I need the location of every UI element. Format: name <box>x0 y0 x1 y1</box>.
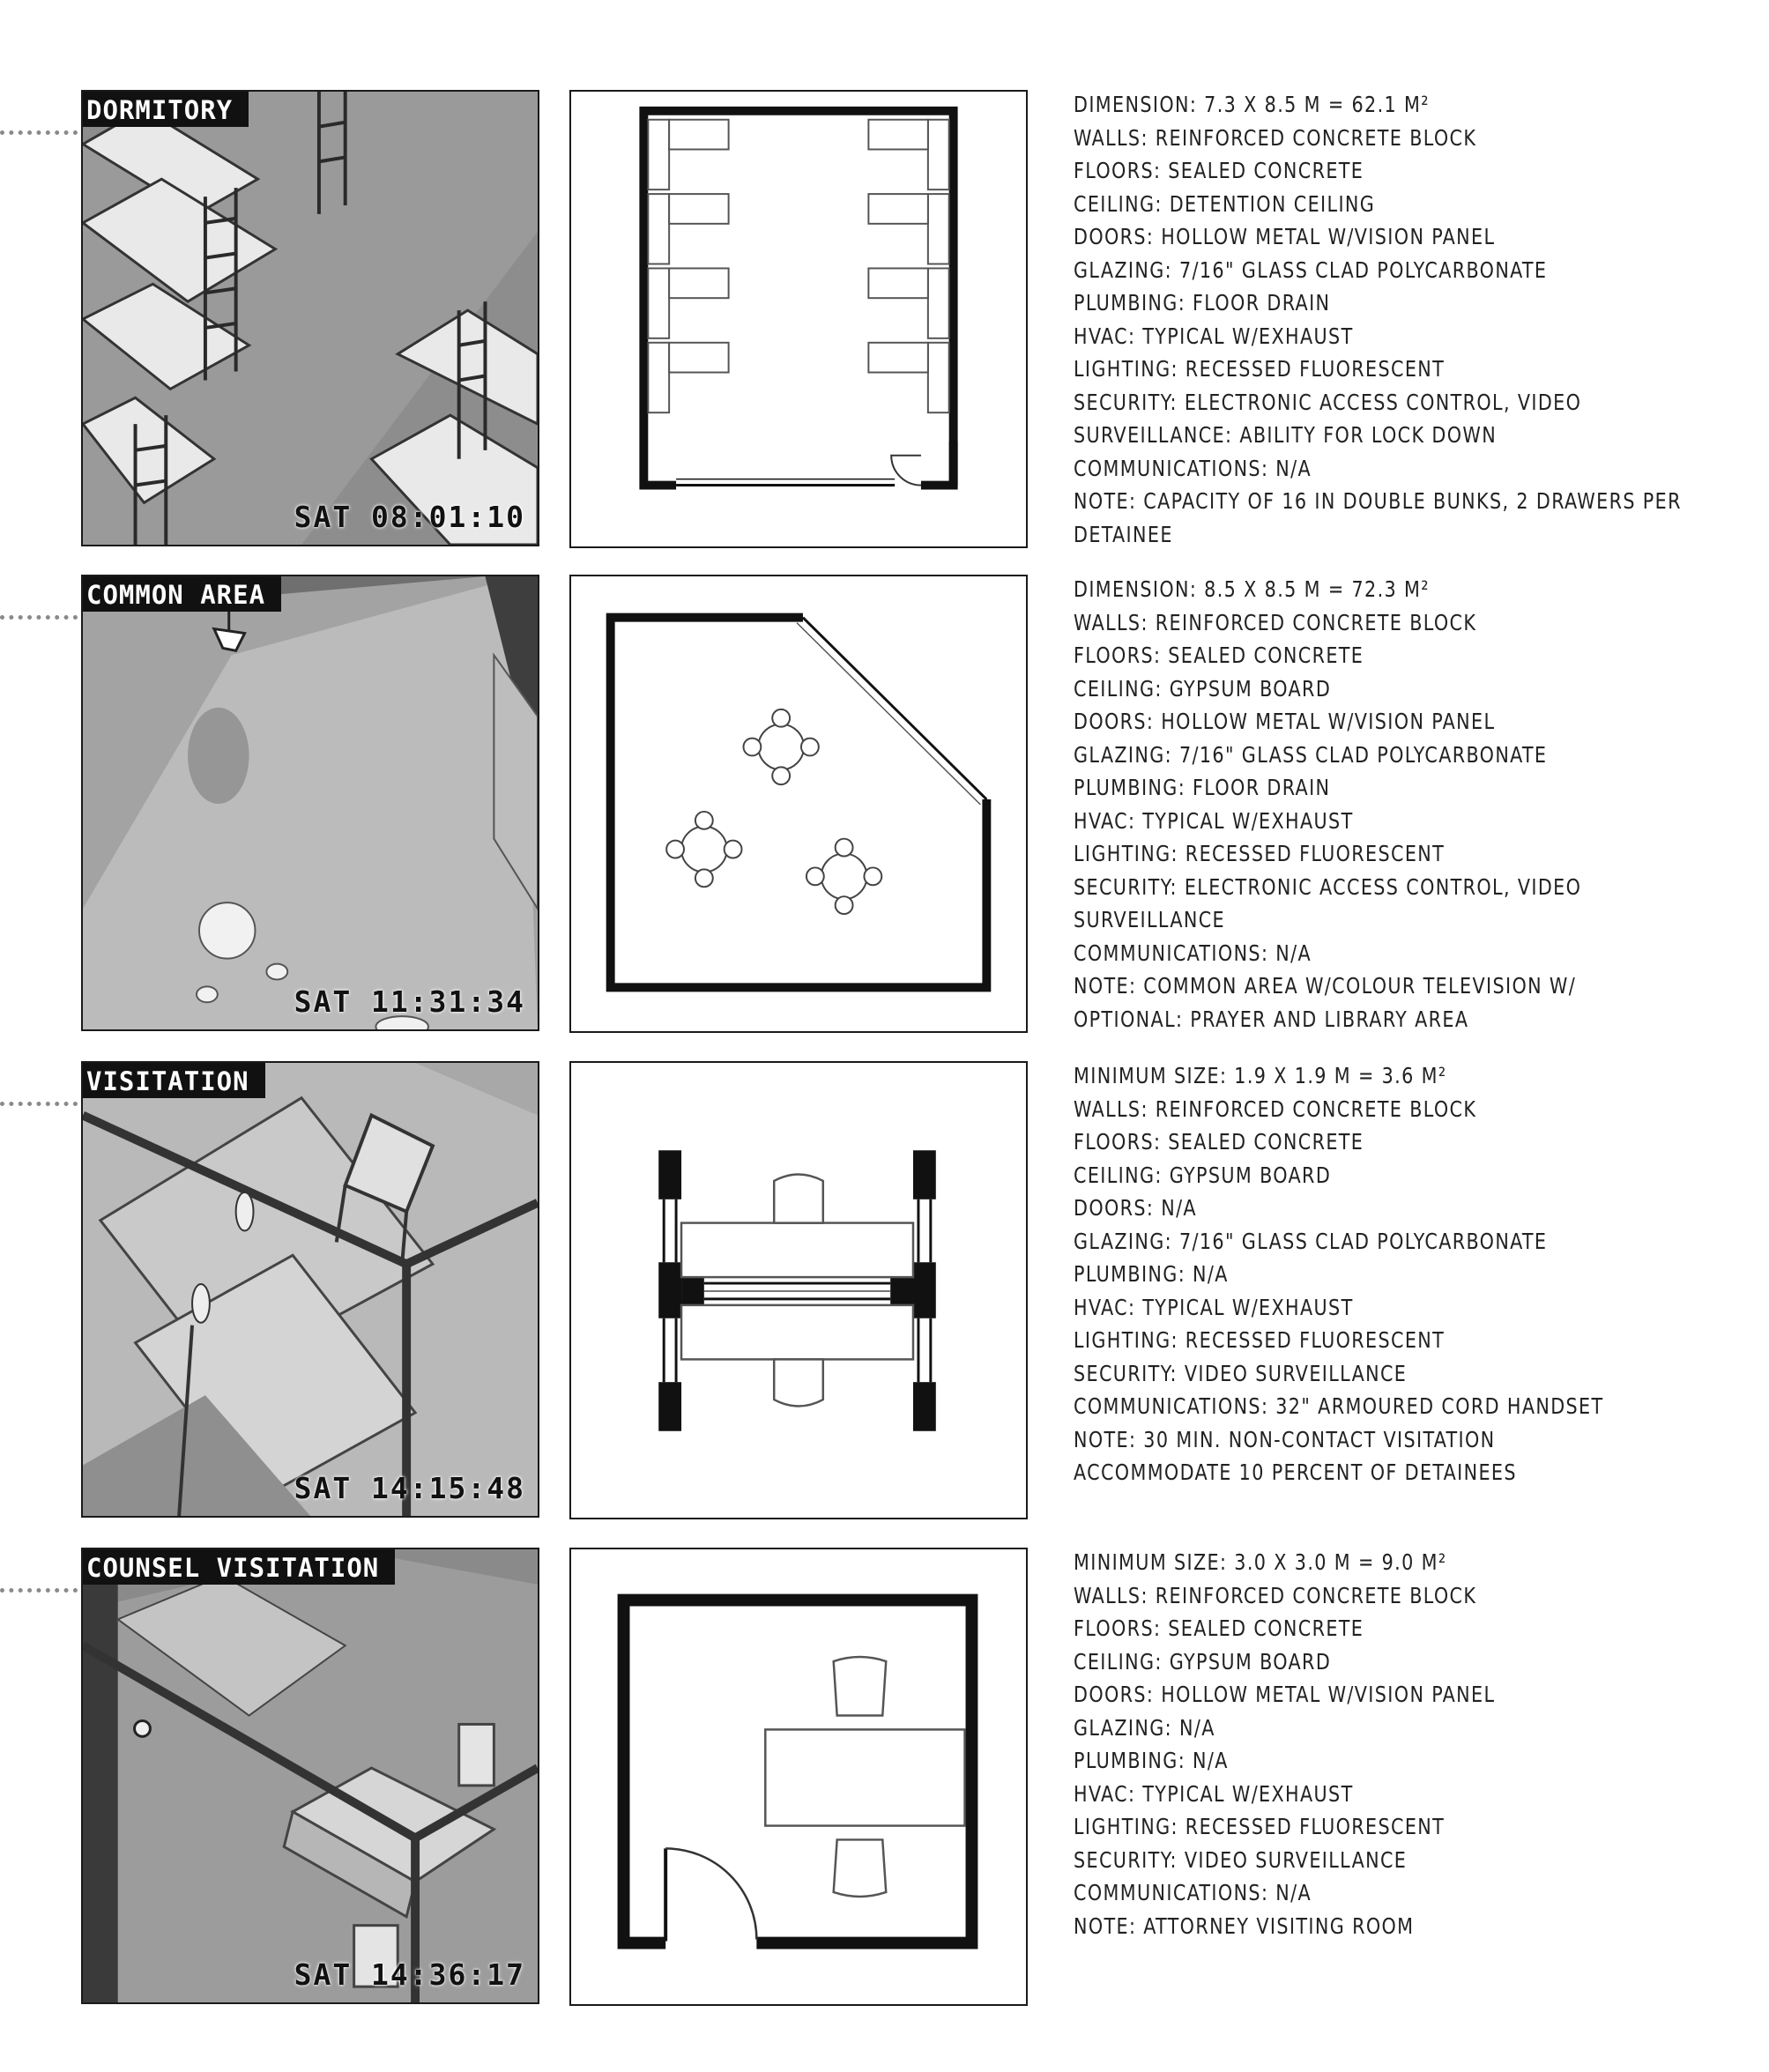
floor-plan-dormitory <box>569 90 1028 548</box>
spec-line: WALLS: REINFORCED CONCRETE BLOCK <box>1074 609 1477 635</box>
floor-plan-visitation <box>569 1061 1028 1519</box>
spec-line: SECURITY: VIDEO SURVEILLANCE <box>1074 1846 1408 1873</box>
spec-line: CEILING: GYPSUM BOARD <box>1074 675 1332 702</box>
leader-dots-common-area <box>0 615 78 620</box>
spec-line: ACCOMMODATE 10 PERCENT OF DETAINEES <box>1074 1459 1517 1485</box>
spec-line: HVAC: TYPICAL W/EXHAUST <box>1074 1780 1354 1807</box>
camera-label: VISITATION <box>83 1063 265 1098</box>
spec-line: DIMENSION: 7.3 X 8.5 M = 62.1 M² <box>1074 92 1430 117</box>
visitation-camera-image <box>83 1063 538 1516</box>
leader-dots-dormitory <box>0 130 78 135</box>
camera-label: COMMON AREA <box>83 576 281 612</box>
spec-line: MINIMUM SIZE: 1.9 X 1.9 M = 3.6 M² <box>1074 1063 1447 1088</box>
spec-line: PLUMBING: N/A <box>1074 1261 1229 1287</box>
spec-line: FLOORS: SEALED CONCRETE <box>1074 1129 1364 1155</box>
spec-line: SURVEILLANCE <box>1074 907 1226 932</box>
spec-line: COMMUNICATIONS: N/A <box>1074 1880 1312 1905</box>
spec-line: COMMUNICATIONS: N/A <box>1074 939 1312 966</box>
spec-line: FLOORS: SEALED CONCRETE <box>1074 1615 1364 1641</box>
spec-line: FLOORS: SEALED CONCRETE <box>1074 158 1364 183</box>
spec-line: GLAZING: 7/16" GLASS CLAD POLYCARBONATE <box>1074 256 1548 283</box>
specs-list-counsel-visitation <box>1074 1546 1690 1942</box>
spec-line: WALLS: REINFORCED CONCRETE BLOCK <box>1074 124 1477 151</box>
spec-line: SECURITY: VIDEO SURVEILLANCE <box>1074 1360 1408 1386</box>
spec-line: NOTE: CAPACITY OF 16 IN DOUBLE BUNKS, 2 DRAWERS PER DETAINEE <box>1074 488 1682 547</box>
specs-list-common-area <box>1074 573 1690 1036</box>
common-area-camera-image <box>83 576 538 1029</box>
spec-line: DOORS: HOLLOW METAL W/VISION PANEL <box>1074 1682 1496 1707</box>
leader-dots-visitation <box>0 1102 78 1106</box>
spec-line: LIGHTING: RECESSED FLUORESCENT <box>1074 356 1446 382</box>
spec-line: HVAC: TYPICAL W/EXHAUST <box>1074 323 1354 349</box>
spec-line: LIGHTING: RECESSED FLUORESCENT <box>1074 1814 1446 1839</box>
camera-label: DORMITORY <box>83 92 249 127</box>
spec-line: LIGHTING: RECESSED FLUORESCENT <box>1074 841 1446 866</box>
spec-line: CEILING: GYPSUM BOARD <box>1074 1162 1332 1188</box>
camera-timestamp: SAT 14:15:48 <box>294 1471 525 1505</box>
dormitory-camera-image <box>83 92 538 545</box>
spec-line: DOORS: HOLLOW METAL W/VISION PANEL <box>1074 224 1496 249</box>
spec-line: PLUMBING: N/A <box>1074 1748 1229 1773</box>
counsel-visitation-camera-image <box>83 1549 538 2002</box>
floor-plan-counsel-visitation <box>569 1548 1028 2006</box>
counsel-visitation-plan-drawing <box>571 1549 1026 2004</box>
spec-line: WALLS: REINFORCED CONCRETE BLOCK <box>1074 1582 1477 1608</box>
spec-line: DOORS: N/A <box>1074 1195 1197 1221</box>
camera-label: COUNSEL VISITATION <box>83 1549 395 1585</box>
common-area-plan-drawing <box>571 576 1026 1031</box>
camera-timestamp: SAT 14:36:17 <box>294 1957 525 1992</box>
spec-line: COMMUNICATIONS: 32" ARMOURED CORD HANDSET <box>1074 1393 1604 1419</box>
spec-line: HVAC: TYPICAL W/EXHAUST <box>1074 1294 1354 1320</box>
spec-line: SECURITY: ELECTRONIC ACCESS CONTROL, VIDEO <box>1074 873 1582 900</box>
specs-list-dormitory <box>1074 88 1690 551</box>
spec-line: GLAZING: N/A <box>1074 1714 1215 1741</box>
spec-line: PLUMBING: FLOOR DRAIN <box>1074 775 1331 800</box>
camera-view-counsel-visitation <box>81 1548 539 2004</box>
spec-line: NOTE: COMMON AREA W/COLOUR TELEVISION W/ <box>1074 973 1577 999</box>
spec-line: DOORS: HOLLOW METAL W/VISION PANEL <box>1074 709 1496 734</box>
spec-line: FLOORS: SEALED CONCRETE <box>1074 642 1364 668</box>
spec-line: SURVEILLANCE: ABILITY FOR LOCK DOWN <box>1074 422 1498 448</box>
visitation-plan-drawing <box>571 1063 1026 1518</box>
spec-line: HVAC: TYPICAL W/EXHAUST <box>1074 807 1354 834</box>
spec-line: OPTIONAL: PRAYER AND LIBRARY AREA <box>1074 1006 1469 1032</box>
camera-timestamp: SAT 08:01:10 <box>294 500 525 534</box>
spec-line: CEILING: DETENTION CEILING <box>1074 190 1376 217</box>
spec-line: CEILING: GYPSUM BOARD <box>1074 1648 1332 1675</box>
spec-line: MINIMUM SIZE: 3.0 X 3.0 M = 9.0 M² <box>1074 1549 1447 1575</box>
camera-view-dormitory <box>81 90 539 546</box>
camera-timestamp: SAT 11:31:34 <box>294 984 525 1019</box>
camera-view-common-area <box>81 575 539 1031</box>
spec-line: WALLS: REINFORCED CONCRETE BLOCK <box>1074 1095 1477 1122</box>
spec-line: SECURITY: ELECTRONIC ACCESS CONTROL, VIDEO <box>1074 389 1582 415</box>
spec-line: GLAZING: 7/16" GLASS CLAD POLYCARBONATE <box>1074 741 1548 768</box>
spec-line: NOTE: ATTORNEY VISITING ROOM <box>1074 1912 1415 1939</box>
floor-plan-common-area <box>569 575 1028 1033</box>
leader-dots-counsel-visitation <box>0 1588 78 1593</box>
spec-line: LIGHTING: RECESSED FLUORESCENT <box>1074 1327 1446 1353</box>
spec-line: GLAZING: 7/16" GLASS CLAD POLYCARBONATE <box>1074 1228 1548 1254</box>
specs-list-visitation <box>1074 1059 1690 1489</box>
spec-line: DIMENSION: 8.5 X 8.5 M = 72.3 M² <box>1074 576 1430 602</box>
spec-line: COMMUNICATIONS: N/A <box>1074 455 1312 481</box>
spec-line: NOTE: 30 MIN. NON-CONTACT VISITATION <box>1074 1426 1496 1452</box>
dormitory-plan-drawing <box>571 92 1026 546</box>
spec-line: PLUMBING: FLOOR DRAIN <box>1074 290 1331 316</box>
camera-view-visitation <box>81 1061 539 1518</box>
